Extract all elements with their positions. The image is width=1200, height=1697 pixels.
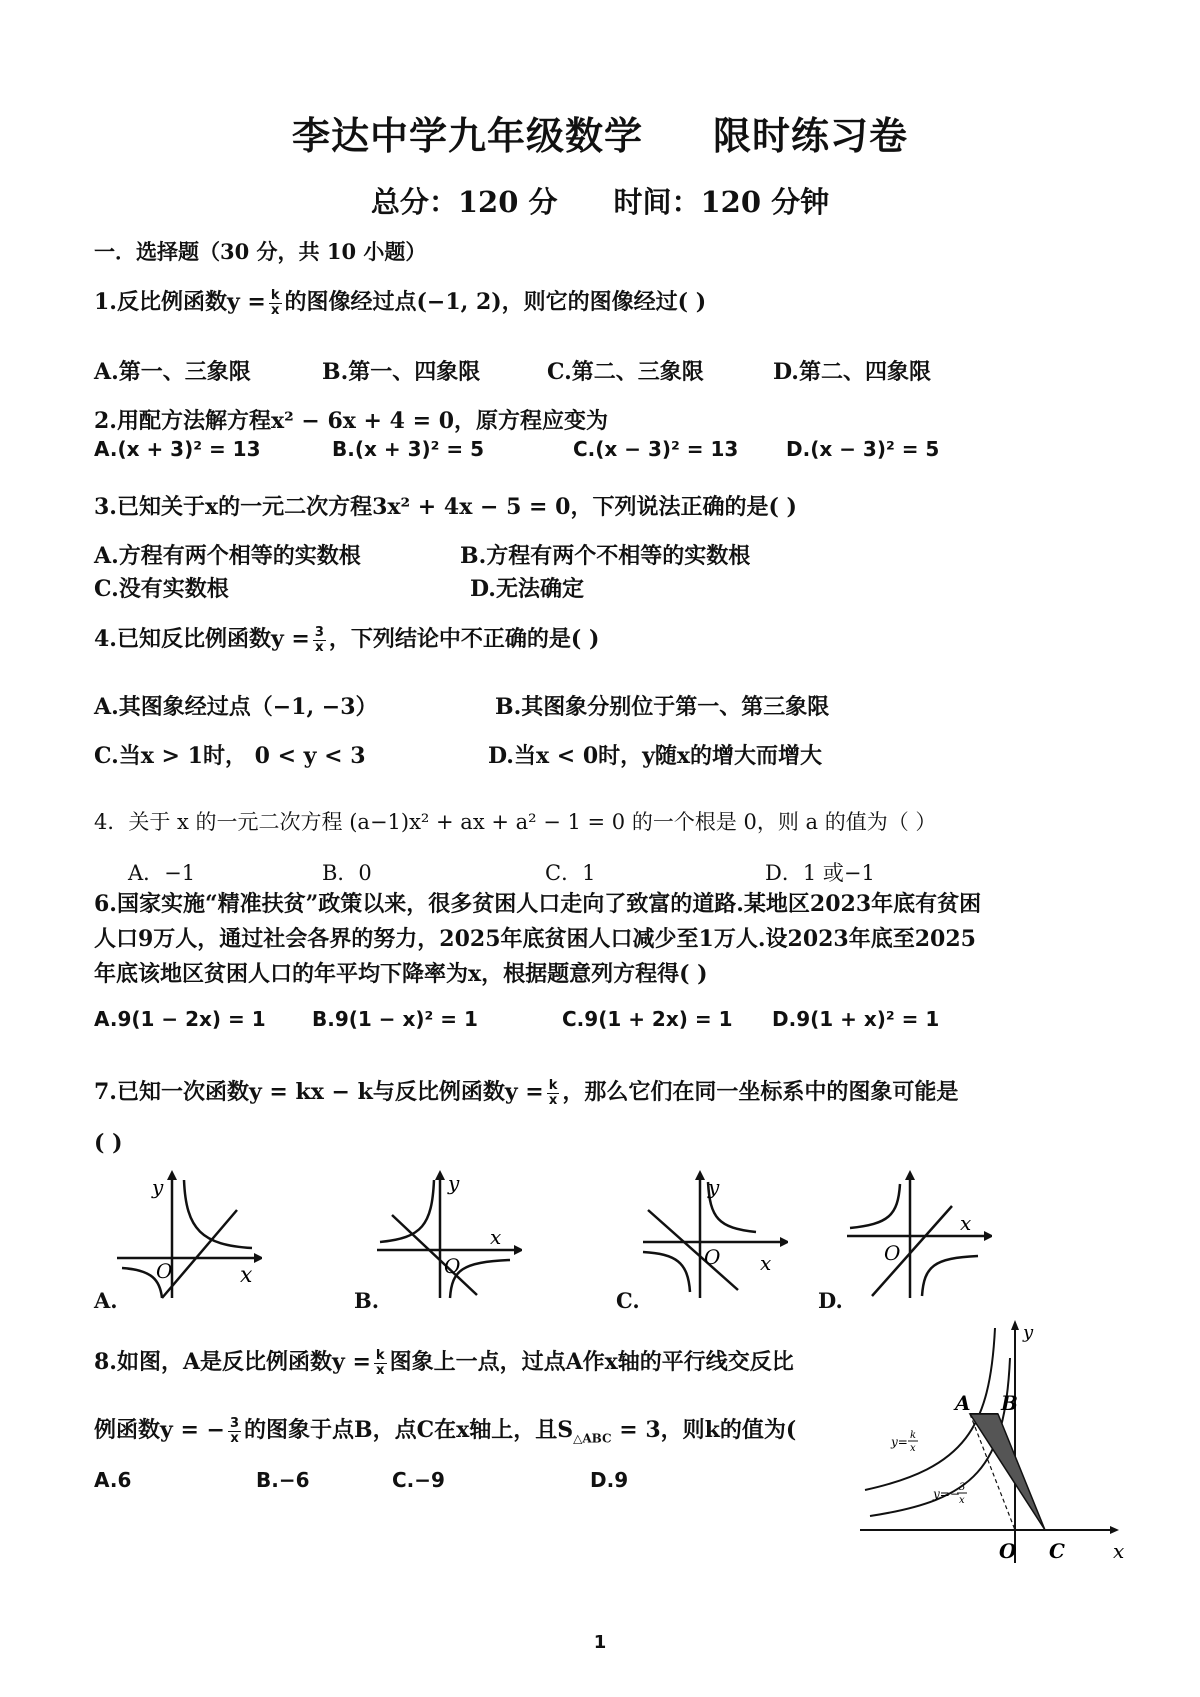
q8-fraction-2 (228, 1417, 241, 1446)
q4-option-c[interactable]: C.当x > 1时， 0 < y < 3 (94, 743, 366, 769)
time-limit: 时间：120 分钟 (613, 185, 830, 219)
q7c-y-label: y (708, 1175, 720, 1199)
q8-text-post: 图象上一点，过点A作x轴的平行线交反比 (389, 1349, 794, 1375)
q8-curve1-num: k (910, 1430, 917, 1441)
q4-option-d[interactable]: D.当x < 0时，y随x的增大而增大 (488, 743, 823, 769)
q8-option-a[interactable]: A.6 (94, 1468, 132, 1492)
q7c-x-label: x (760, 1251, 772, 1275)
q8-curve1-label: y= (891, 1435, 908, 1449)
q7c-origin-label: O (704, 1245, 721, 1269)
title-school: 李达中学九年级数学 (291, 113, 643, 158)
question-7-stem (94, 1075, 958, 1108)
q6-option-c[interactable]: C.9(1 + 2x) = 1 (562, 1007, 733, 1031)
total-score: 总分：120 分 (370, 185, 558, 219)
question-4-stem (94, 622, 599, 655)
question-3-stem: 3.已知关于x的一元二次方程3x² + 4x − 5 = 0，下列说法正确的是( ) (94, 494, 797, 520)
q7-graph-c[interactable] (638, 1170, 788, 1300)
q8-curve2-num: 3 (959, 1482, 966, 1493)
q7-graph-d[interactable] (842, 1170, 992, 1300)
exam-info (0, 180, 1200, 221)
question-8-line-1 (94, 1345, 794, 1378)
q1-frac-num: k (270, 287, 280, 303)
q7-text-pre: 7.已知一次函数y = kx − k与反比例函数y = (94, 1079, 544, 1105)
q4-option-a[interactable]: A.其图象经过点（−1, −3） (94, 694, 378, 720)
q8-frac2-num: 3 (229, 1415, 240, 1431)
q7-text-post: ，那么它们在同一坐标系中的图象可能是 (562, 1079, 959, 1105)
q1-fraction (269, 289, 282, 318)
q7a-origin-label: O (156, 1259, 173, 1283)
question-2-stem: 2.用配方法解方程x² − 6x + 4 = 0，原方程应变为 (94, 408, 609, 434)
q4-frac-den: x (315, 639, 324, 655)
q8-point-c: C (1049, 1539, 1065, 1563)
section-heading: 一．选择题（30 分，共 10 小题） (94, 239, 427, 264)
question-6-line-1: 6.国家实施“精准扶贫”政策以来，很多贫困人口走向了致富的道路.某地区2023年底有贫困 (94, 891, 982, 917)
q7-label-c: C. (616, 1288, 640, 1313)
q8-figure (855, 1318, 1125, 1568)
q8-origin: O (999, 1539, 1017, 1563)
q8-line2-mid: 的图象于点B，点C在x轴上，且S (244, 1417, 574, 1443)
question-1-stem (94, 285, 706, 318)
q8-curve1-den: x (910, 1443, 916, 1454)
q1-option-b[interactable]: B.第一、四象限 (322, 359, 481, 385)
q8-point-b: B (1001, 1391, 1018, 1415)
q7-frac-den: x (548, 1092, 558, 1108)
q7b-x-label: x (490, 1225, 502, 1249)
q4-option-b[interactable]: B.其图象分别位于第一、第三象限 (495, 694, 830, 720)
q6-option-b[interactable]: B.9(1 − x)² = 1 (312, 1007, 478, 1031)
q8-line2-pre: 例函数y = − (94, 1417, 225, 1443)
q2-option-a[interactable]: A.(x + 3)² = 13 (94, 437, 261, 461)
q8-curve2-den: x (959, 1495, 965, 1506)
question-8-line-2 (94, 1413, 796, 1446)
q4-text-post: ，下列结论中不正确的是( ) (328, 626, 600, 652)
title-paper: 限时练习卷 (713, 113, 909, 158)
q3-option-d[interactable]: D.无法确定 (470, 576, 584, 602)
q1-text-post: 的图像经过点(−1, 2)，则它的图像经过( ) (284, 289, 707, 315)
q6-option-d[interactable]: D.9(1 + x)² = 1 (772, 1007, 940, 1031)
q5-option-d[interactable]: D．1 或−1 (765, 861, 875, 885)
q8-text-pre: 8.如图，A是反比例函数y = (94, 1349, 371, 1375)
q8-x-axis-label: x (1113, 1539, 1125, 1563)
q8-point-a: A (955, 1391, 971, 1415)
q8-fraction-1 (374, 1349, 387, 1378)
q8-frac1-den: x (376, 1362, 385, 1378)
q7-label-b: B. (354, 1288, 380, 1313)
q7d-x-label: x (960, 1211, 972, 1235)
q7b-origin-label: O (444, 1254, 461, 1278)
q7-frac-num: k (548, 1077, 558, 1093)
q3-option-a[interactable]: A.方程有两个相等的实数根 (94, 543, 361, 569)
q5-option-b[interactable]: B．0 (322, 861, 372, 885)
page-title (0, 105, 1200, 160)
page-number: 1 (593, 1632, 607, 1653)
q1-option-c[interactable]: C.第二、三象限 (547, 359, 704, 385)
q8-curve2-label: y=− (933, 1487, 960, 1501)
q6-option-a[interactable]: A.9(1 − 2x) = 1 (94, 1007, 266, 1031)
q7-graph-a[interactable] (112, 1170, 262, 1300)
question-6-line-3: 年底该地区贫困人口的年平均下降率为x，根据题意列方程得( ) (94, 961, 708, 987)
q7-graph-b[interactable] (372, 1170, 522, 1300)
q4-fraction (313, 626, 326, 655)
q7-label-a: A. (94, 1288, 118, 1313)
q8-line2-post: = 3，则k的值为( (611, 1417, 797, 1443)
question-5-stem: 4．关于 x 的一元二次方程 (a−1)x² + ax + a² − 1 = 0 的一个根是 0，则 a 的值为（ ） (94, 810, 937, 834)
question-6-line-2: 人口9万人，通过社会各界的努力，2025年底贫困人口减少至1万人.设2023年底至2025 (94, 926, 976, 952)
q7-answer-paren: ( ) (94, 1130, 123, 1156)
q7a-x-label: x (240, 1263, 253, 1288)
q8-line2-sub: △ABC (573, 1431, 612, 1446)
q8-y-axis-label: y (1023, 1322, 1034, 1343)
q2-option-d[interactable]: D.(x − 3)² = 5 (786, 437, 940, 461)
q7d-origin-label: O (884, 1241, 901, 1265)
q8-option-d[interactable]: D.9 (590, 1468, 629, 1492)
q3-option-b[interactable]: B.方程有两个不相等的实数根 (460, 543, 751, 569)
q7-label-d: D. (818, 1288, 843, 1313)
q2-option-b[interactable]: B.(x + 3)² = 5 (332, 437, 484, 461)
q7-fraction (547, 1079, 560, 1108)
q8-frac1-num: k (375, 1347, 385, 1363)
q8-frac2-den: x (230, 1430, 239, 1446)
q5-option-a[interactable]: A．−1 (128, 861, 196, 885)
q1-frac-den: x (270, 302, 280, 318)
q1-option-a[interactable]: A.第一、三象限 (94, 359, 251, 385)
q4-frac-num: 3 (314, 624, 324, 640)
q4-text-pre: 4.已知反比例函数y = (94, 626, 310, 652)
q2-option-c[interactable]: C.(x − 3)² = 13 (573, 437, 739, 461)
q7b-y-label: y (448, 1171, 460, 1195)
q1-option-d[interactable]: D.第二、四象限 (773, 359, 931, 385)
q3-option-c[interactable]: C.没有实数根 (94, 576, 229, 602)
q1-text-pre: 1.反比例函数y = (94, 289, 266, 315)
q7a-y-label: y (152, 1175, 164, 1199)
q8-option-c[interactable]: C.−9 (392, 1468, 445, 1492)
q5-option-c[interactable]: C．1 (545, 861, 596, 885)
q8-option-b[interactable]: B.−6 (256, 1468, 310, 1492)
